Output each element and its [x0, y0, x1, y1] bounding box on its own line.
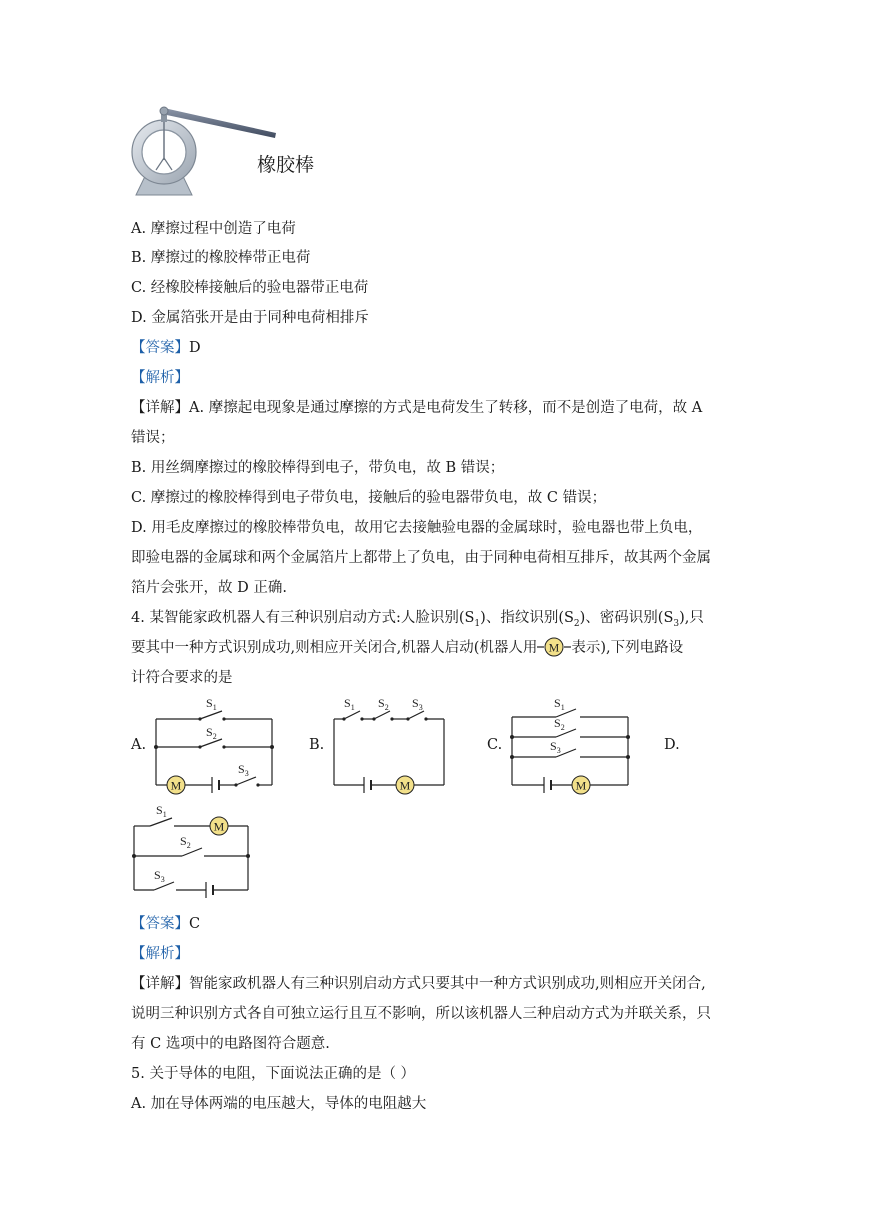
- q4-stem-line3: 计符合要求的是: [131, 670, 233, 686]
- q3-detail-line: 箔片会张开，故 D 正确.: [131, 580, 287, 596]
- stem-text: )、密码识别(S: [579, 610, 674, 626]
- q4-analysis-tag: [131, 943, 741, 965]
- q3-option-c: C. 经橡胶棒接触后的验电器带正电荷: [131, 280, 369, 296]
- q3-detail-line: B. 用丝绸摩擦过的橡胶棒得到电子，带负电，故 B 错误；: [131, 460, 505, 476]
- q4-stem-line2: [131, 637, 741, 659]
- q3-detail-line: [131, 397, 741, 419]
- svg-text:S3: $S_3$: [550, 739, 561, 755]
- svg-text:S2: $S_2$: [554, 716, 565, 732]
- stem-text: 表示),下列电路设: [571, 640, 684, 656]
- circuit-c-diagram: [506, 693, 636, 801]
- stem-text: ),只: [679, 610, 704, 626]
- svg-text:S2: $S_2$: [180, 834, 191, 850]
- subscript: 1: [474, 618, 481, 629]
- svg-text:S1: $S_1$: [206, 696, 217, 712]
- subscript: 3: [673, 618, 680, 629]
- motor-symbol-label: M: [549, 640, 560, 655]
- q4-detail-line: 说明三种识别方式各自可独立运行且互不影响，所以该机器人三种启动方式为并联关系，只: [131, 1006, 711, 1022]
- q3-detail-line: C. 摩擦过的橡胶棒得到电子带负电，接触后的验电器带负电，故 C 错误；: [131, 490, 607, 506]
- svg-text:S2: $S_2$: [206, 725, 217, 741]
- q3-analysis-tag: [131, 367, 741, 389]
- option-b-label: B.: [309, 737, 325, 753]
- q3-option-a: A. 摩擦过程中创造了电荷: [131, 221, 296, 237]
- svg-text:M: M: [399, 778, 411, 793]
- stem-text: 4. 某智能家政机器人有三种识别启动方式:人脸识别(S: [131, 610, 475, 626]
- stem-text: 要其中一种方式识别成功,则相应开关闭合,机器人启动(机器人用: [131, 640, 538, 656]
- q5-stem: 5. 关于导体的电阻，下面说法正确的是（ ）: [131, 1066, 416, 1082]
- svg-text:M: M: [170, 778, 182, 793]
- q4-detail-line: 有 C 选项中的电路图符合题意.: [131, 1036, 330, 1052]
- q3-detail-line: 错误；: [131, 430, 175, 446]
- q4-stem-line1: [131, 607, 741, 635]
- analysis-tag: 【解析】: [131, 370, 189, 386]
- svg-text:S1: $S_1$: [344, 696, 355, 712]
- subscript: 2: [573, 618, 580, 629]
- detail-tag: 【详解】: [131, 976, 189, 992]
- detail-tag: 【详解】: [131, 400, 189, 416]
- analysis-tag: 【解析】: [131, 946, 189, 962]
- answer-value: D: [189, 340, 201, 356]
- svg-text:S2: $S_2$: [378, 696, 389, 712]
- motor-symbol-icon: [537, 637, 571, 657]
- q3-option-d: D. 金属箔张开是由于同种电荷相排斥: [131, 310, 369, 326]
- q3-detail-line: D. 用毛皮摩擦过的橡胶棒带负电，故用它去接触验电器的金属球时，验电器也带上负电，: [131, 520, 703, 536]
- q3-detail-line: 即验电器的金属球和两个金属箔片上都带上了负电，由于同种电荷相互排斥，故其两个金属: [131, 550, 711, 566]
- option-c-label: C.: [487, 737, 503, 753]
- circuit-a-diagram: [150, 695, 280, 800]
- stem-text: )、指纹识别(S: [480, 610, 574, 626]
- svg-text:M: M: [213, 819, 225, 834]
- answer-value: C: [189, 916, 201, 932]
- q4-detail-line: [131, 973, 741, 995]
- svg-text:M: M: [575, 778, 587, 793]
- detail-text: 智能家政机器人有三种识别启动方式只要其中一种方式识别成功,则相应开关闭合,: [189, 976, 706, 992]
- circuit-b-diagram: [330, 695, 460, 800]
- answer-tag: 【答案】: [131, 916, 189, 932]
- q5-option-a: A. 加在导体两端的电压越大，导体的电阻越大: [131, 1096, 427, 1112]
- svg-text:S3: $S_3$: [412, 696, 423, 712]
- circuit-d-diagram: [128, 804, 258, 904]
- svg-text:S3: $S_3$: [238, 762, 249, 778]
- q4-answer: [131, 913, 741, 935]
- svg-text:S1: $S_1$: [554, 696, 565, 712]
- option-d-label: D.: [664, 737, 680, 753]
- detail-text: A. 摩擦起电现象是通过摩擦的方式是电荷发生了转移，而不是创造了电荷，故 A: [189, 400, 703, 416]
- svg-text:S3: $S_3$: [154, 868, 165, 884]
- option-a-label: A.: [131, 737, 147, 753]
- q3-answer: [131, 337, 741, 359]
- q3-option-b: B. 摩擦过的橡胶棒带正电荷: [131, 250, 311, 266]
- figure-caption: 橡胶棒: [257, 154, 315, 176]
- answer-tag: 【答案】: [131, 340, 189, 356]
- svg-text:S1: $S_1$: [156, 804, 167, 819]
